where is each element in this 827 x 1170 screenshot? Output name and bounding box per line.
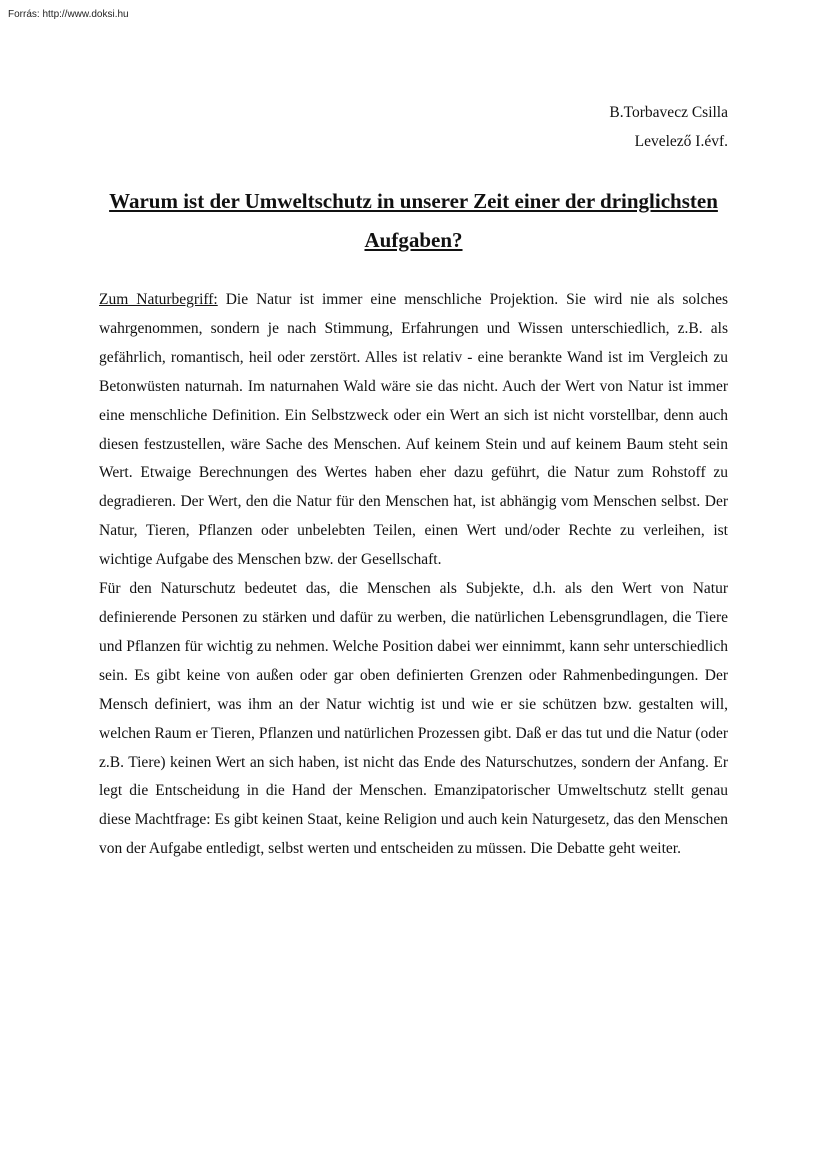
document-title: Warum ist der Umweltschutz in unserer Zeit einer der dringlichsten Aufgaben? <box>109 189 718 252</box>
source-url: Forrás: http://www.doksi.hu <box>8 9 129 20</box>
paragraph-naturbegriff <box>99 286 728 575</box>
author-course: Levelező I.évf. <box>634 133 728 150</box>
paragraph-1-text: Die Natur ist immer eine menschliche Projektion. Sie wird nie als solches wahrgenommen, sondern je nach Stimmung, Erfahrungen und Wissen unterschiedlich, z.B. als gefährlich, romantisch, heil oder zerstört. Alles ist relativ - eine berankte Wand ist im Vergleich zu Betonwüsten naturnah. Im naturnahen Wald wäre sie das nicht. Auch der Wert von Natur ist immer eine menschliche Definition. Ein Selbstzweck oder ein Wert an sich ist nicht vorstellbar, denn auch diesen festzustellen, wäre Sache des Menschen. Auf keinem Stein und auf keinem Baum steht sein Wert. Etwaige Berechnungen des Wertes haben eher dazu geführt, die Natur zum Rohstoff zu degradieren. Der Wert, den die Natur für den Menschen hat, ist abhängig vom Menschen selbst. Der Natur, Tieren, Pflanzen oder unbelebten Teilen, einen Wert und/oder Rechte zu verleihen, ist wichtige Aufgabe des Menschen bzw. der Gesellschaft. <box>99 291 728 569</box>
paragraph-2-text: Für den Naturschutz bedeutet das, die Menschen als Subjekte, d.h. als den Wert von Natur definierende Personen zu stärken und dafür zu werben, die natürlichen Lebensgrundlagen, die Tiere und Pflanzen für wichtig zu nehmen. Welche Position dabei wer einnimmt, kann sehr unterschiedlich sein. Es gibt keine von außen oder gar oben definierten Grenzen oder Rahmenbedingungen. Der Mensch definiert, was ihm an der Natur wichtig ist und wie er sie schützen bzw. gestalten will, welchen Raum er Tieren, Pflanzen und natürlichen Prozessen gibt. Daß er das tut und die Natur (oder z.B. Tiere) keinen Wert an sich haben, ist nicht das Ende des Naturschutzes, sondern der Anfang. Er legt die Entscheidung in die Hand der Menschen. Emanzipatorischer Umweltschutz stellt genau diese Machtfrage: Es gibt keinen Staat, keine Religion und auch kein Naturgesetz, das den Menschen von der Aufgabe entledigt, selbst werten und entscheiden zu müssen. Die Debatte geht weiter. <box>99 580 728 858</box>
paragraph-heading-term: Zum Naturbegriff: <box>99 291 218 308</box>
author-block <box>609 98 728 156</box>
author-name: B.Torbavecz Csilla <box>609 104 728 121</box>
document-body <box>99 286 728 864</box>
